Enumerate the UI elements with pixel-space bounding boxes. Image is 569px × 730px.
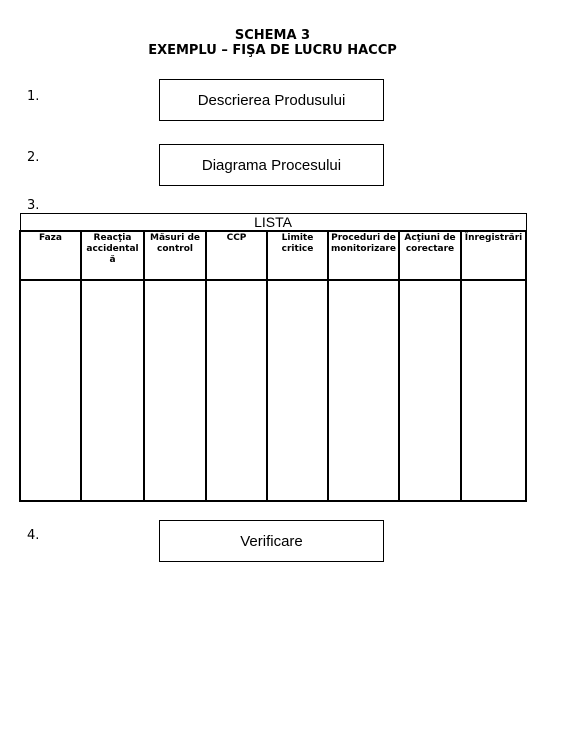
table-cell-faza (20, 280, 81, 501)
column-header-masuri-de-control: Măsuri de control (144, 231, 206, 280)
step-number-4: 4. (27, 528, 40, 543)
verification-box: Verificare (159, 520, 384, 562)
table-cell-inregistrari (461, 280, 526, 501)
table-cell-masuri-de-control (144, 280, 206, 501)
title-line-2: EXEMPLU – FIŞA DE LUCRU HACCP (148, 43, 397, 58)
column-header-actiuni-de-corectare: Acţiuni de corectare (399, 231, 461, 280)
title-line-1: SCHEMA 3 (234, 28, 311, 43)
column-header-inregistrari: Înregistrări (461, 231, 526, 280)
step-number-2: 2. (27, 150, 40, 165)
haccp-list-table (19, 213, 527, 502)
product-description-box: Descrierea Produsului (159, 79, 384, 121)
column-header-faza: Faza (20, 231, 81, 280)
column-header-limite-critice: Limite critice (267, 231, 328, 280)
table-cell-ccp (206, 280, 267, 501)
step-number-1: 1. (27, 89, 40, 104)
column-header-proceduri-de-monitorizare: Proceduri de monitorizare (328, 231, 399, 280)
table-cell-actiuni-de-corectare (399, 280, 461, 501)
table-header-row (20, 231, 526, 280)
table-cell-limite-critice (267, 280, 328, 501)
table-row (20, 280, 526, 501)
column-header-reactia-accidentala: Reacţia accidentală (81, 231, 144, 280)
table-cell-reactia-accidentala (81, 280, 144, 501)
table-cell-proceduri-de-monitorizare (328, 280, 399, 501)
process-diagram-box: Diagrama Procesului (159, 144, 384, 186)
column-header-ccp: CCP (206, 231, 267, 280)
table-caption: LISTA (20, 214, 526, 232)
step-number-3: 3. (27, 198, 40, 213)
